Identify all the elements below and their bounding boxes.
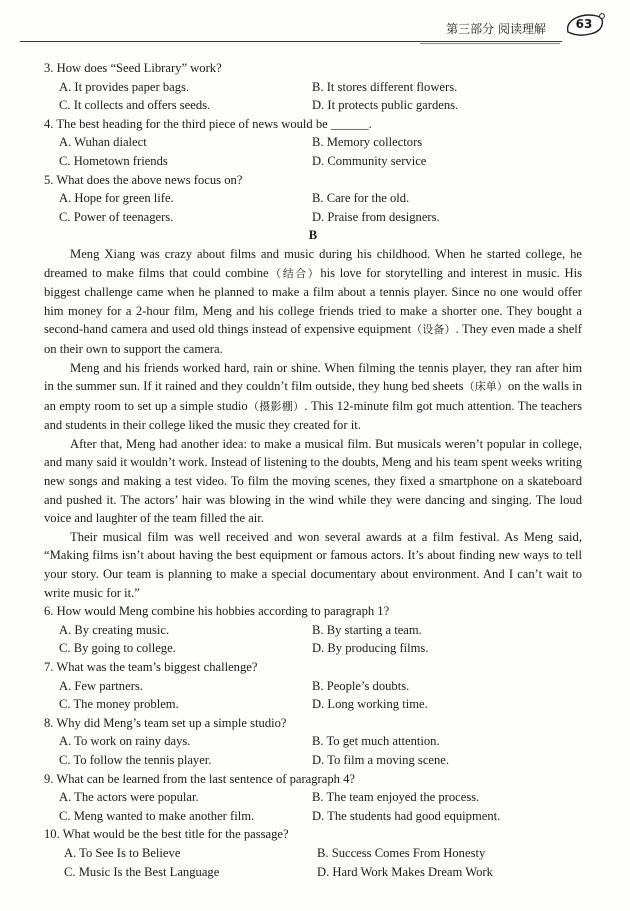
question-block bbox=[44, 59, 582, 115]
question-stem: 8. Why did Meng’s team set up a simple studio? bbox=[44, 715, 287, 730]
question-block bbox=[44, 602, 582, 658]
answer-option: B. To get much attention. bbox=[312, 734, 440, 749]
question-block bbox=[44, 115, 582, 171]
answer-option: D. Community service bbox=[312, 153, 427, 168]
answer-option: B. Success Comes From Honesty bbox=[317, 845, 486, 860]
answer-option: C. By going to college. bbox=[59, 641, 176, 656]
question-block bbox=[44, 171, 582, 227]
question-options bbox=[44, 788, 582, 825]
chinese-gloss: （摄影棚） bbox=[247, 399, 305, 413]
answer-option: C. To follow the tennis player. bbox=[59, 752, 212, 767]
question-options bbox=[44, 133, 582, 170]
answer-option: D. By producing films. bbox=[312, 641, 429, 656]
answer-option: B. It stores different flowers. bbox=[312, 79, 458, 94]
answer-option: A. To work on rainy days. bbox=[59, 734, 191, 749]
answer-option: C. The money problem. bbox=[59, 697, 179, 712]
passage-paragraph: Meng Xiang was crazy about films and music during his childhood. When he started college, he dreamed to make films that could combine（结合）his love for storytelling and interest in music. His biggest challenge came when he planned to make a film about a tennis player. Since no one would offer him money for a 2-hour film, Meng and his college friends tried to make a shorter one. They bought a second-hand camera and used old things instead of expensive equipment（设备）. They even made a shelf on their own to support the camera. bbox=[44, 246, 582, 356]
question-stem: 5. What does the above news focus on? bbox=[44, 172, 243, 187]
question-stem: 4. The best heading for the third piece of news would be ______. bbox=[44, 116, 372, 131]
part-b-questions bbox=[44, 602, 582, 881]
page-number: 63 bbox=[575, 17, 593, 31]
answer-option: B. The team enjoyed the process. bbox=[312, 790, 480, 805]
passage-paragraph: Meng and his friends worked hard, rain or shine. When filming the tennis player, they ran after him in the summer sun. If it rained and they couldn’t film outside, they hung bed sheets（床单）on the walls in an empty room to set up a simple studio（摄影棚）. This 12-minute film got much attention. The teachers and students in their college liked the music they created for it. bbox=[44, 360, 583, 433]
answer-option: D. It protects public gardens. bbox=[312, 98, 459, 113]
question-options bbox=[44, 621, 582, 658]
answer-option: A. It provides paper bags. bbox=[59, 79, 190, 94]
page-number-badge bbox=[564, 10, 608, 40]
answer-option: B. People’s doubts. bbox=[312, 678, 410, 693]
chinese-gloss: （床单） bbox=[463, 380, 508, 394]
answer-option: D. Praise from designers. bbox=[312, 209, 440, 224]
question-options bbox=[44, 189, 582, 226]
passage-paragraph: Their musical film was well received and won several awards at a film festival. As Meng said, “Making films isn’t about having the best equipment or famous actors. It’s about finding new ways to tell your story. Our team is planning to make a special documentary about environment. And I can’t wait to write music for it.” bbox=[44, 529, 582, 600]
answer-option: A. Wuhan dialect bbox=[59, 135, 147, 150]
answer-option: C. Meng wanted to make another film. bbox=[59, 808, 255, 823]
header-rule-thin bbox=[420, 43, 560, 44]
section-title: 第三部分 阅读理解 bbox=[446, 22, 546, 36]
answer-option: A. Hope for green life. bbox=[59, 191, 174, 206]
answer-option: C. Power of teenagers. bbox=[59, 209, 174, 224]
answer-option: D. Long working time. bbox=[312, 697, 428, 712]
answer-option: A. Few partners. bbox=[59, 678, 143, 693]
section-b-letter: B bbox=[308, 228, 318, 243]
question-stem: 6. How would Meng combine his hobbies according to paragraph 1? bbox=[44, 604, 390, 619]
question-stem: 3. How does “Seed Library” work? bbox=[44, 61, 222, 75]
answer-option: A. By creating music. bbox=[59, 622, 170, 637]
question-stem: 10. What would be the best title for the passage? bbox=[44, 827, 289, 842]
question-block bbox=[44, 658, 582, 714]
passage-paragraph: After that, Meng had another idea: to make a musical film. But musicals weren’t popular in college, and many said it wouldn’t work. Instead of listening to the doubts, Meng and his team spent weeks writing new songs and making a test video. To film the moving scenes, they fixed a smartphone on a skateboard and pushed it. The actors’ hair was blowing in the wind while they were dancing and singing. The loud voice and laughter of the team filled the air. bbox=[44, 436, 582, 526]
answer-option: C. Hometown friends bbox=[59, 153, 168, 168]
passage-b bbox=[44, 245, 582, 602]
question-block bbox=[44, 825, 582, 881]
answer-option: B. Memory collectors bbox=[312, 135, 423, 150]
part-a-questions bbox=[44, 59, 582, 226]
question-block bbox=[44, 770, 582, 826]
answer-option: D. To film a moving scene. bbox=[312, 752, 450, 767]
answer-option: C. Music Is the Best Language bbox=[64, 864, 220, 879]
answer-option: A. To See Is to Believe bbox=[64, 845, 181, 860]
answer-option: D. The students had good equipment. bbox=[312, 808, 501, 823]
question-options bbox=[44, 732, 582, 769]
question-options bbox=[44, 677, 582, 714]
question-options bbox=[44, 78, 582, 115]
answer-option: C. It collects and offers seeds. bbox=[59, 98, 211, 113]
question-stem: 7. What was the team’s biggest challenge? bbox=[44, 660, 258, 674]
answer-option: D. Hard Work Makes Dream Work bbox=[317, 864, 493, 879]
question-block bbox=[44, 714, 582, 770]
page-content bbox=[44, 59, 582, 881]
answer-option: A. The actors were popular. bbox=[59, 790, 199, 805]
chinese-gloss: （结合） bbox=[268, 266, 321, 280]
answer-option: B. By starting a team. bbox=[312, 622, 422, 637]
header-rule bbox=[20, 41, 562, 42]
page-header bbox=[0, 0, 630, 46]
question-options bbox=[44, 844, 582, 881]
question-stem: 9. What can be learned from the last sentence of paragraph 4? bbox=[44, 771, 355, 786]
answer-option: B. Care for the old. bbox=[312, 191, 410, 206]
chinese-gloss: （设备） bbox=[411, 323, 456, 337]
